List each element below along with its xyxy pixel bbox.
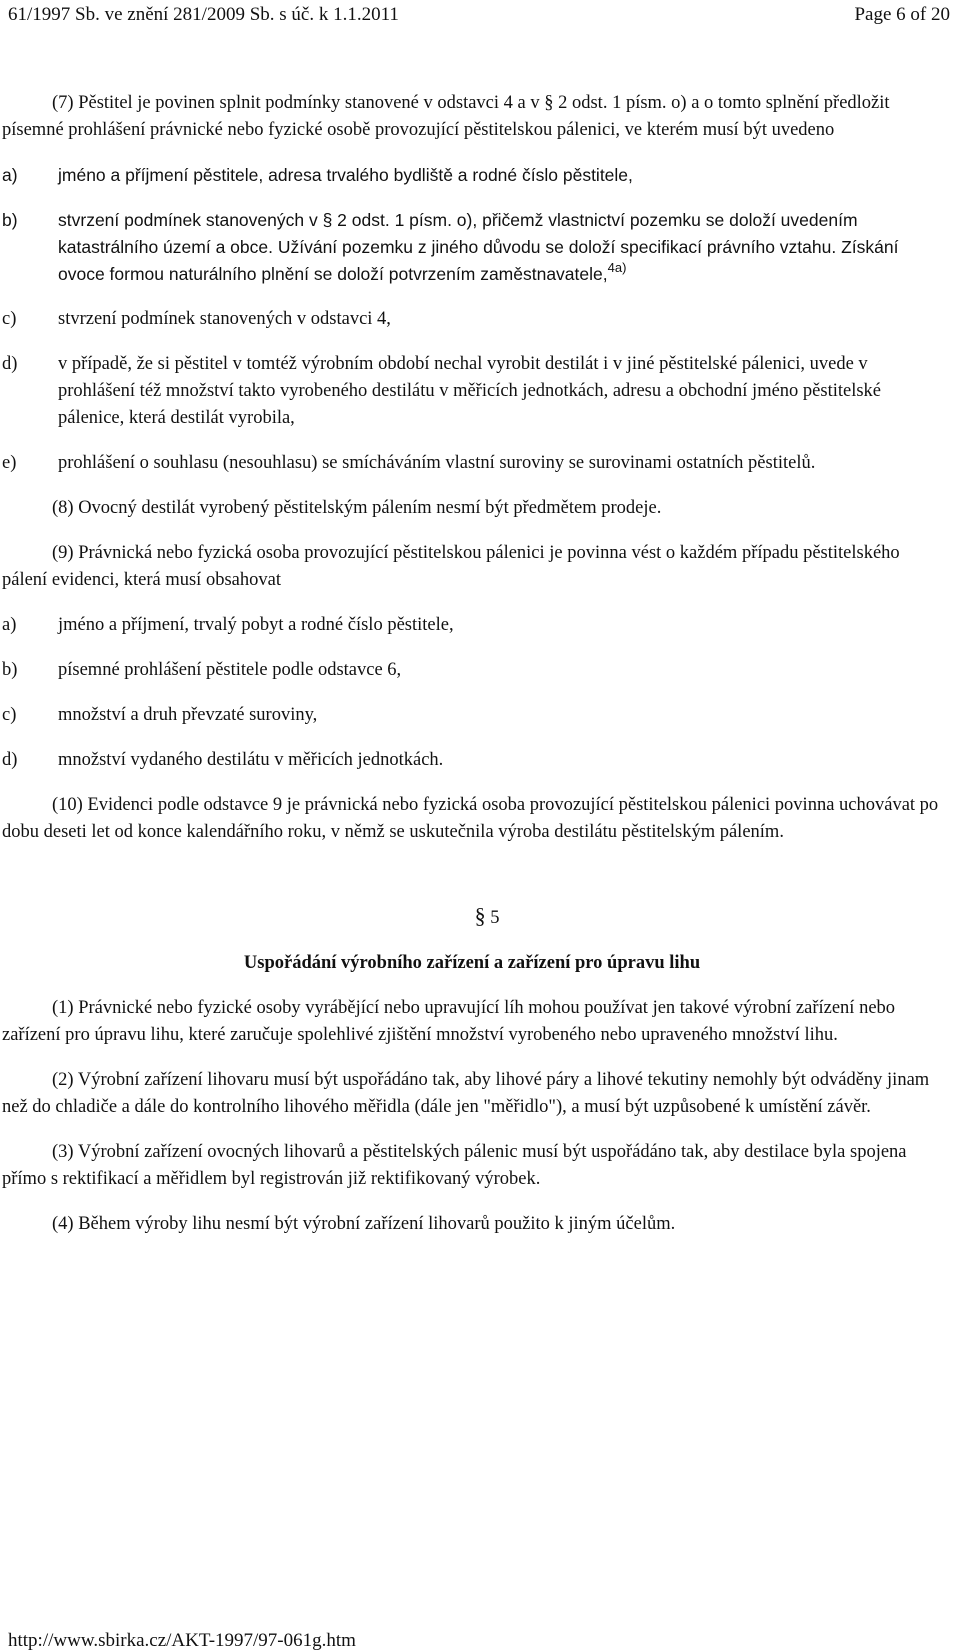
header-page-number: Page 6 of 20 <box>854 4 950 25</box>
paragraph-7-list <box>2 162 942 288</box>
page-footer <box>8 1630 356 1652</box>
paragraph-7-list-continued <box>2 306 942 477</box>
list-item-label: c) <box>2 309 17 329</box>
list-item-text: jméno a příjmení pěstitele, adresa trvalého bydliště a rodné číslo pěstitele, <box>58 165 633 185</box>
section-5-paragraph-2: (2) Výrobní zařízení lihovaru musí být uspořádáno tak, aby lihové páry a lihové tekutiny nemohly být odváděny jinam než do chladiče a dále do kontrolního lihového měřidla (dále jen "měřidlo"), a musí být uzpůsobené k umístění závěr. <box>2 1070 930 1117</box>
list-item <box>2 612 942 639</box>
list-item-text: stvrzení podmínek stanovených v odstavci 4, <box>58 309 391 329</box>
list-item <box>2 702 942 729</box>
list-item <box>2 162 942 189</box>
section-symbol: § <box>474 903 486 928</box>
list-item <box>2 306 942 333</box>
list-item-label: a) <box>2 165 18 185</box>
list-item-text: jméno a příjmení, trvalý pobyt a rodné číslo pěstitele, <box>58 615 454 635</box>
footer-url: http://www.sbirka.cz/AKT-1997/97-061g.htm <box>8 1630 356 1651</box>
list-item-label: d) <box>2 354 18 374</box>
list-item-text: v případě, že si pěstitel v tomtéž výrobním období nechal vyrobit destilát i v jiné pěstitelské pálenici, uvede v prohlášení též množství takto vyrobeného destilátu v měřicích jednotkách, adresu a obchodní jméno pěstitelské pálenice, která destilát vyrobila, <box>58 354 882 428</box>
list-item-text: množství a druh převzaté suroviny, <box>58 705 318 725</box>
footnote-reference: 4a) <box>607 260 627 275</box>
document-body <box>2 90 942 1238</box>
paragraph-7: (7) Pěstitel je povinen splnit podmínky stanovené v odstavci 4 a v § 2 odst. 1 písm. o) a o tomto splnění předložit písemné prohlášení právnické nebo fyzické osobě provozující pěstitelskou pálenici, ve kterém musí být uvedeno <box>2 93 890 140</box>
list-item-label: d) <box>2 750 18 770</box>
list-item-text: množství vydaného destilátu v měřicích jednotkách. <box>58 750 444 770</box>
header-document-reference: 61/1997 Sb. ve znění 281/2009 Sb. s úč. k 1.1.2011 <box>8 4 399 25</box>
paragraph-10: (10) Evidenci podle odstavce 9 je právnická nebo fyzická osoba provozující pěstitelskou pálenici povinna uchovávat po dobu deseti let od konce kalendářního roku, v němž se uskutečnila výroba destilátu pěstitelským pálením. <box>2 795 939 842</box>
list-item-label: c) <box>2 705 17 725</box>
section-5-paragraph-4: (4) Během výroby lihu nesmí být výrobní zařízení lihovarů použito k jiným účelům. <box>52 1214 676 1234</box>
list-item-text-container <box>58 207 942 288</box>
list-item-label: b) <box>2 660 18 680</box>
section-number-value: 5 <box>490 908 500 928</box>
list-item-label: a) <box>2 615 17 635</box>
list-item-text: prohlášení o souhlasu (nesouhlasu) se smícháváním vlastní suroviny se surovinami ostatních pěstitelů. <box>58 453 816 473</box>
list-item-text: stvrzení podmínek stanovených v § 2 odst. 1 písm. o), přičemž vlastnictví pozemku se doloží uvedením katastrálního území a obce. Užívání pozemku z jiného důvodu se doloží specifikací právního vztahu. Získání ovoce formou naturálního plnění se doloží potvrzením zaměstnavatele, <box>58 210 899 284</box>
paragraph-9: (9) Právnická nebo fyzická osoba provozující pěstitelskou pálenici je povinna vést o každém případu pěstitelského pálení evidenci, která musí obsahovat <box>2 543 900 590</box>
section-5-paragraph-1: (1) Právnické nebo fyzické osoby vyrábějící nebo upravující líh mohou používat jen takové výrobní zařízení nebo zařízení pro úpravu lihu, které zaručuje spolehlivé zjištění množství vyrobeného nebo upraveného množství lihu. <box>2 998 896 1045</box>
section-number <box>32 902 942 932</box>
list-item <box>2 351 942 432</box>
section-title: Uspořádání výrobního zařízení a zařízení pro úpravu lihu <box>243 953 701 973</box>
section-5-paragraph-3: (3) Výrobní zařízení ovocných lihovarů a pěstitelských pálenic musí být uspořádáno tak, aby destilace byla spojena přímo s rektifikací a měřidlem byl registrován již rektifikovaný výrobek. <box>2 1142 907 1189</box>
list-item-label: e) <box>2 453 17 473</box>
list-item <box>2 450 942 477</box>
paragraph-9-list <box>2 612 942 774</box>
page-header <box>8 4 950 26</box>
list-item <box>2 747 942 774</box>
paragraph-8: (8) Ovocný destilát vyrobený pěstitelským pálením nesmí být předmětem prodeje. <box>52 498 662 518</box>
list-item-label: b) <box>2 210 18 230</box>
list-item <box>2 207 942 288</box>
list-item <box>2 657 942 684</box>
list-item-text: písemné prohlášení pěstitele podle odstavce 6, <box>58 660 402 680</box>
